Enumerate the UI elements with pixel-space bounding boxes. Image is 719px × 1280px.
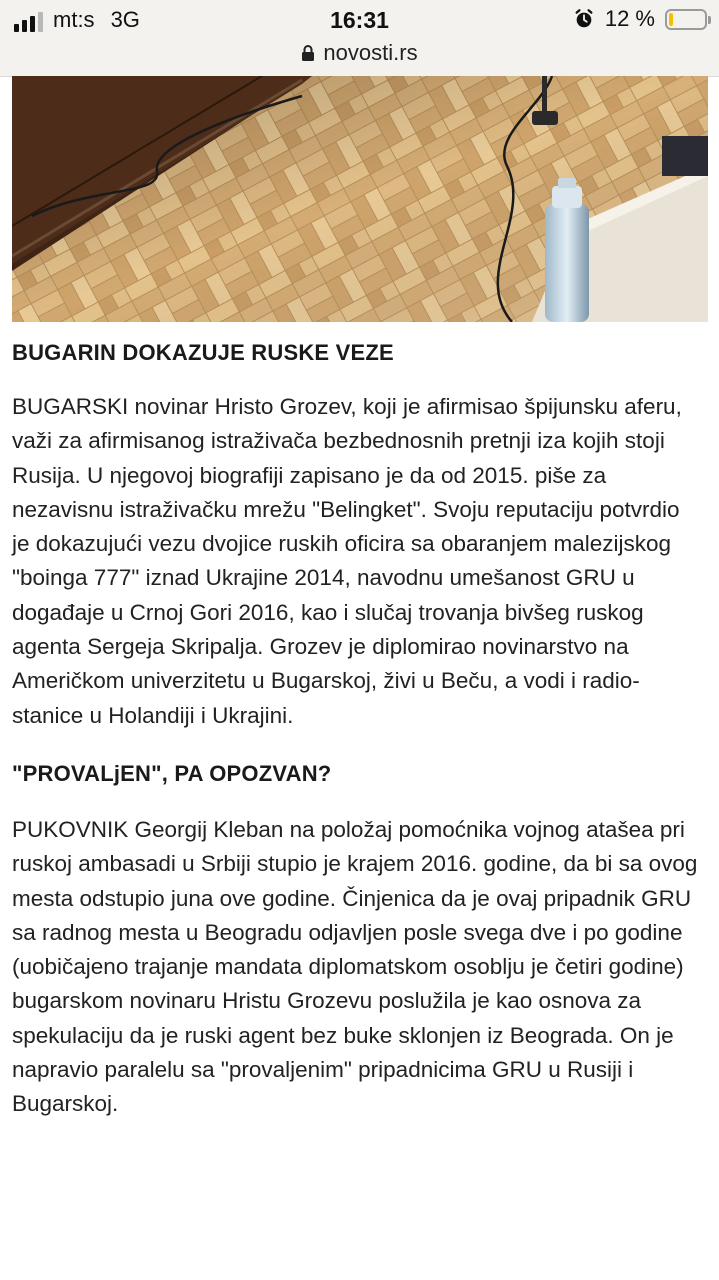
parquet-floor-image bbox=[12, 76, 708, 322]
battery-nub bbox=[708, 16, 711, 24]
paragraph-grozev: BUGARSKI novinar Hristo Grozev, koji je afirmisao špijunsku aferu, važi za afirmisanog istraživača bezbednosnih pretnji iza kojih stoji Rusija. U njegovoj biografiji zapisano je da od 2015. piše za nezavisnu istraživačku mrežu "Belingket". Svoju reputaciju potvrdio je dokazujući vezu dvojice ruskih oficira sa obaranjem malezijskog "boinga 777" iznad Ukrajine 2014, navodnu umešanost GRU u događaje u Crnoj Gori 2016, kao i slučaj trovanja bivšeg ruskog agenta Sergeja Skripalja. Grozev je diplomirao novinarstvo na Američkom univerzitetu u Bugarskoj, živi u Beču, a vodi i radio-stanice u Holandiji i Ukrajini. bbox=[12, 394, 682, 728]
url-text: novosti.rs bbox=[323, 40, 418, 65]
clock: 16:31 bbox=[330, 7, 389, 33]
address-bar[interactable] bbox=[0, 40, 719, 66]
status-right bbox=[573, 6, 707, 32]
article-body bbox=[12, 338, 702, 1122]
battery-fill bbox=[669, 13, 673, 26]
battery-icon bbox=[665, 9, 707, 30]
section-heading-bulgarian: BUGARIN DOKAZUJE RUSKE VEZE bbox=[12, 340, 394, 365]
battery-percent: 12 % bbox=[604, 6, 655, 31]
carrier-name: mt:s bbox=[53, 7, 95, 32]
paragraph-kleban: PUKOVNIK Georgij Kleban na položaj pomoćnika vojnog atašea pri ruskoj ambasadi u Srbiji stupio je krajem 2016. godine, da bi sa ovog mesta odstupio juna ove godine. Činjenica da je ovaj pripadnik GRU sa radnog mesta u Beogradu odjavljen posle svega dve i po godine (uobičajeno trajanje mandata diplomatskom osoblju je četiri godine) bugarskom novinaru Hristu Grozevu poslužila je kao osnova za spekulaciju da je ruski agent bez buke sklonjen iz Beograda. On je napravio paralelu sa "provaljenim" pripadnicima GRU u Rusiji i Bugarskoj. bbox=[12, 816, 698, 1117]
alarm-icon bbox=[573, 8, 595, 30]
network-type: 3G bbox=[110, 7, 140, 32]
status-bar bbox=[0, 0, 719, 77]
article-photo bbox=[12, 76, 708, 322]
lock-icon bbox=[301, 44, 315, 62]
section-heading-recalled: "PROVALjEN", PA OPOZVAN? bbox=[12, 760, 332, 786]
